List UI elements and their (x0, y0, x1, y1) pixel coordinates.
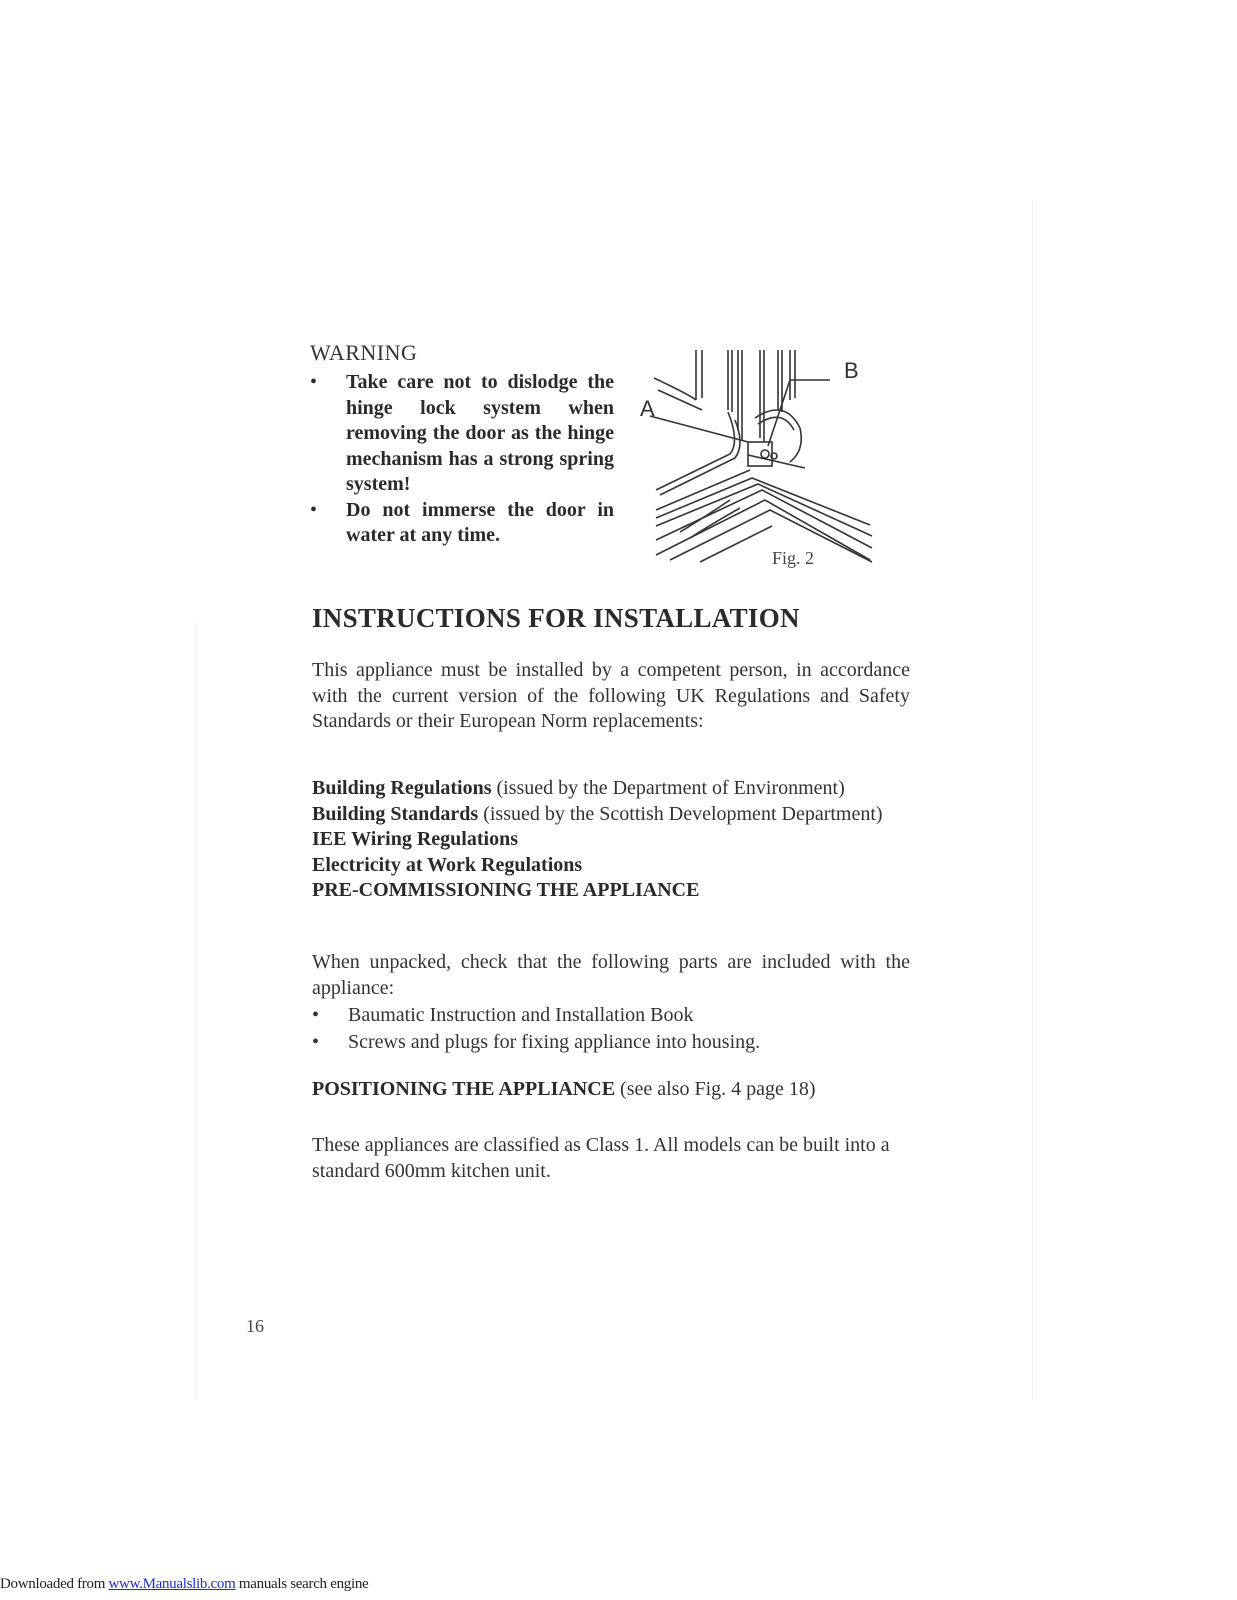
regulations-list (312, 776, 910, 904)
download-footer (0, 1576, 368, 1593)
regulation-name: Building Regulations (312, 777, 492, 799)
warning-item: • Do not immerse the door in water at any time. (310, 498, 614, 549)
page-edge-right (1032, 200, 1033, 1400)
regulation-item (312, 802, 910, 828)
warning-title: WARNING (310, 340, 418, 365)
positioning-heading (312, 1078, 816, 1101)
regulation-item (312, 776, 910, 802)
positioning-title: POSITIONING THE APPLIANCE (312, 1078, 616, 1100)
intro-paragraph: This appliance must be installed by a competent person, in accordance with the current version of the following UK Regulations and Safety Standards or their European Norm replacements: (312, 659, 910, 732)
footer-prefix: Downloaded from (0, 1576, 109, 1592)
part-item: • Baumatic Instruction and Installation Book (312, 1002, 910, 1029)
regulation-note: (issued by the Scottish Development Department) (478, 802, 883, 825)
unpack-paragraph: When unpacked, check that the following parts are included with the appliance: (312, 951, 910, 999)
regulation-name: Electricity at Work Regulations (312, 853, 583, 876)
hinge-figure (640, 350, 890, 580)
regulation-name: IEE Wiring Regulations (312, 828, 518, 850)
parts-list (312, 1002, 910, 1056)
footer-suffix: manuals search engine (235, 1576, 369, 1592)
class-paragraph: These appliances are classified as Class 1. All models can be built into a standard 600mm kitchen unit. (312, 1134, 890, 1182)
positioning-reference: (see also Fig. 4 page 18) (615, 1078, 816, 1100)
figure-caption: Fig. 2 (772, 548, 815, 568)
figure-label-a: A (640, 396, 655, 421)
subheading-precommissioning (312, 878, 910, 904)
page-number: 16 (246, 1316, 264, 1336)
regulation-note: (issued by the Department of Environment) (491, 777, 845, 799)
page-edge-left (196, 620, 197, 1400)
regulation-item (312, 827, 910, 853)
warning-list (310, 370, 614, 549)
manualslib-link[interactable]: www.Manualslib.com (108, 1576, 236, 1592)
figure-label-b: B (844, 358, 859, 383)
regulation-name: Building Standards (312, 802, 479, 825)
section-heading: INSTRUCTIONS FOR INSTALLATION (312, 603, 800, 633)
regulation-item (312, 853, 910, 879)
part-item: • Screws and plugs for fixing appliance into housing. (312, 1029, 910, 1056)
regulation-name: PRE-COMMISSIONING THE APPLIANCE (312, 879, 700, 901)
warning-item: • Take care not to dislodge the hinge lock system when removing the door as the hinge mechanism has a strong spring system! (310, 370, 614, 498)
